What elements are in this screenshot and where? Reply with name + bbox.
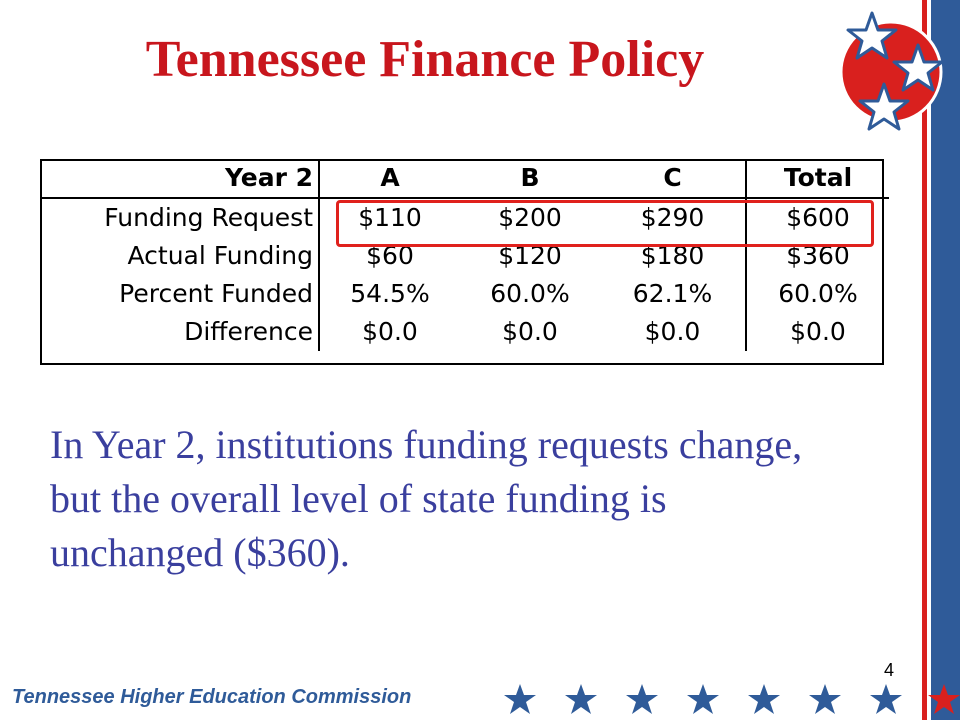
table-row [40, 275, 889, 313]
body-text: In Year 2, institutions funding requests change, but the overall level of state funding is unchanged ($360). [50, 422, 803, 575]
table-cell: $120 [498, 241, 562, 270]
funding-request-highlight-box [336, 200, 874, 247]
table-cell: $360 [786, 241, 850, 270]
table-cell: 54.5% [350, 279, 430, 308]
table-cell: $60 [366, 241, 414, 270]
table-cell: $200 [498, 203, 562, 232]
table-cell: 62.1% [600, 275, 746, 313]
footer-organization: Tennessee Higher Education Commission [12, 686, 412, 708]
table-cell: $110 [358, 203, 422, 232]
table-cell: $0.0 [600, 313, 746, 351]
row-label: Actual Funding [40, 237, 319, 275]
table-cell: $290 [600, 198, 746, 237]
table-header-row [40, 159, 889, 198]
footer-stars-icon [503, 680, 960, 720]
row-label: Percent Funded [40, 275, 319, 313]
header-c: C [600, 159, 746, 198]
header-total: Total [746, 159, 889, 198]
table-cell: 60.0% [490, 279, 570, 308]
table-cell: $0.0 [790, 317, 846, 346]
funding-table [40, 159, 889, 351]
tennessee-tristar-logo-icon [836, 8, 946, 134]
table-cell: $180 [600, 237, 746, 275]
table-cell: $0.0 [502, 317, 558, 346]
header-year: Year 2 [40, 159, 319, 198]
header-a: A [319, 159, 460, 198]
table-row [40, 313, 889, 351]
table-cell: 60.0% [778, 279, 858, 308]
row-label: Difference [40, 313, 319, 351]
header-b: B [460, 159, 600, 198]
row-label: Funding Request [40, 198, 319, 237]
page-number: 4 [884, 660, 895, 680]
table-cell: $600 [786, 203, 850, 232]
slide-title: Tennessee Finance Policy [145, 31, 705, 88]
table-cell: $0.0 [362, 317, 418, 346]
